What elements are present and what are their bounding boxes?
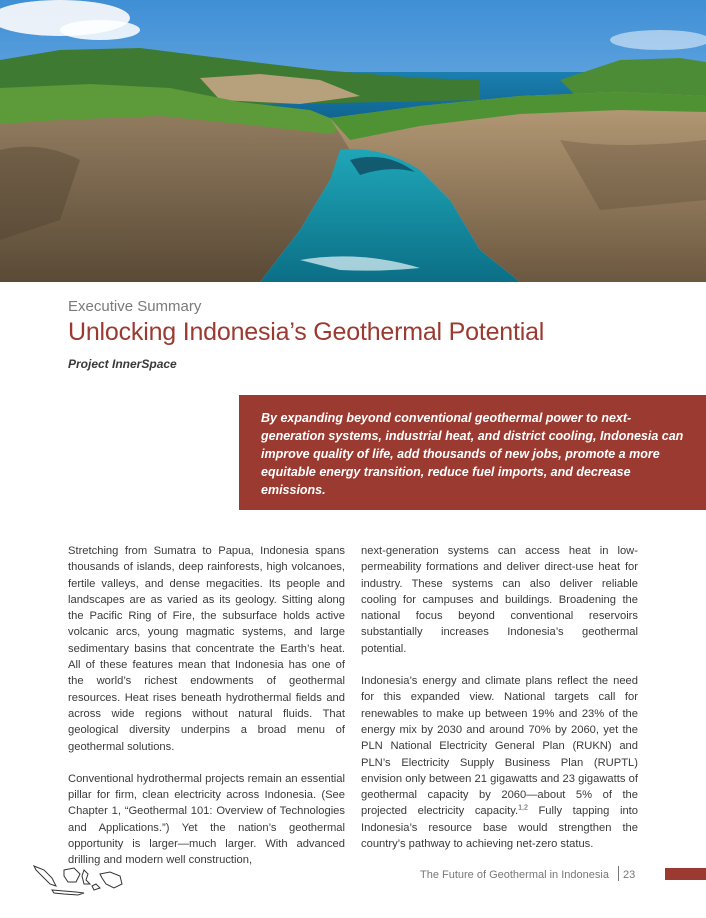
paragraph: Conventional hydrothermal projects remain an essential pillar for firm, clean electricity across Indonesia. (See Chapter 1, “Geothermal 101: Overview of Technologies and Applications.”) Yet the nation’s geothermal opportunity is larger—much larger. With advanced drilling and modern well construction, xyxy=(68,772,345,867)
paragraph-text: Fully tapping into Indonesia’s resource base would strengthen the country’s pathway to achieving net-zero status. xyxy=(361,805,638,851)
section-kicker: Executive Summary xyxy=(68,298,202,315)
indonesia-map-outline-icon xyxy=(30,860,126,900)
footer-divider xyxy=(618,866,619,881)
paragraph xyxy=(361,673,638,852)
page-number: 23 xyxy=(623,869,636,881)
byline: Project InnerSpace xyxy=(68,357,177,371)
footnote-reference[interactable]: 1,2 xyxy=(518,804,528,812)
paragraph: next-generation systems can access heat in low-permeability formations and deliver direct-use heat for industry. These systems can also deliver reliable cooling for campuses and buildings. Broadening the national focus beyond conventional reservoirs substantially increases Indonesia’s geothermal potential. xyxy=(361,545,638,655)
callout-text: By expanding beyond conventional geothermal power to next-generation systems, industrial heat, and district cooling, Indonesia can improve quality of life, add thousands of new jobs, promote a more equitable energy transition, reduce fuel imports, and decrease emissions. xyxy=(261,411,684,497)
footer-accent-bar xyxy=(665,868,706,880)
paragraph: Stretching from Sumatra to Papua, Indonesia spans thousands of islands, deep rainforests, high volcanoes, fertile valleys, and dense megacities. Its people and landscapes are as varied as its geology. Sitting along the Pacific Ring of Fire, the subsurface holds active volcanic arcs, young magmatic systems, and large sedimentary basins that concentrate the Earth’s heat. All of these features mean that Indonesia has one of the world’s richest endowments of geothermal resources. Heat rises beneath hydrothermal fields and across wide regions without natural fluids. That geological diversity underpins a broad menu of geothermal solutions. xyxy=(68,545,345,753)
paragraph-text: Indonesia’s energy and climate plans reflect the need for this expanded view. National targets call for renewables to make up between 19% and 23% of the energy mix by 2030 and around 70% by 2060, yet the PLN National Electricity General Plan (RUKN) and PLN’s Electricity Supply Business Plan (RUPTL) envision only between 21 gigawatts and 23 gigawatts of geothermal capacity by 2060—about 5% of the projected electricity capacity. xyxy=(361,675,638,818)
coastal-cliff-arch-photo xyxy=(0,0,706,282)
callout-box xyxy=(239,395,706,510)
page-title: Unlocking Indonesia’s Geothermal Potential xyxy=(68,318,545,346)
hero-photo xyxy=(0,0,706,282)
body-column-left xyxy=(68,543,345,885)
footer-report-title: The Future of Geothermal in Indonesia xyxy=(420,869,609,881)
body-column-right xyxy=(361,543,638,868)
